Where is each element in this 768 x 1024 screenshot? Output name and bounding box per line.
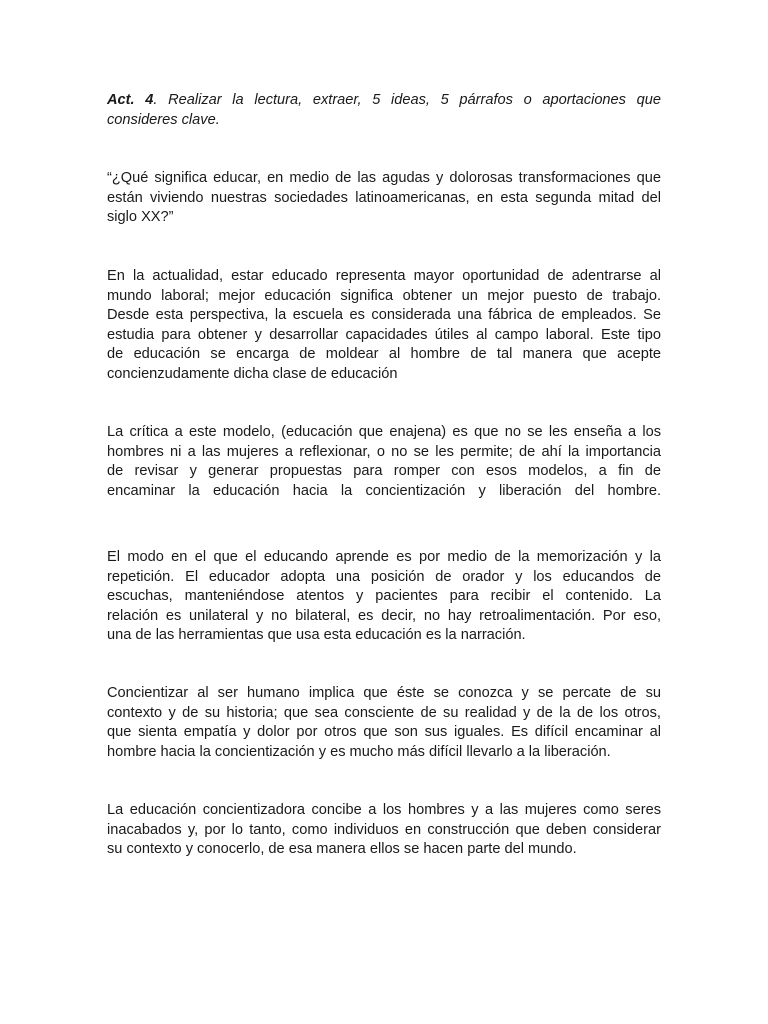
paragraph-5 xyxy=(107,684,661,762)
paragraph-line: hombres ni a las mujeres a reflexionar, o no se les permite; de ahí la importancia xyxy=(107,443,661,460)
paragraph-line: mundo laboral; mejor educación significa obtener un mejor puesto de trabajo. xyxy=(107,287,661,304)
activity-heading xyxy=(107,91,661,130)
paragraph-line: inacabados y, por lo tanto, como individuos en construcción que deben considerar xyxy=(107,821,661,838)
paragraph-6 xyxy=(107,801,661,860)
paragraph-line: estudia para obtener y desarrollar capacidades útiles al campo laboral. Este tipo xyxy=(107,326,661,343)
paragraph-line: relación es unilateral y no bilateral, es decir, no hay retroalimentación. Por eso, xyxy=(107,607,661,624)
paragraph-line: concienzudamente dicha clase de educación xyxy=(107,365,398,382)
activity-heading-line-1 xyxy=(107,91,661,111)
paragraph-line: El modo en el que el educando aprende es por medio de la memorización y la xyxy=(107,549,661,565)
paragraph-line: de revisar y generar propuestas para romper con esos modelos, a fin de xyxy=(107,463,661,479)
activity-label: Act. 4 xyxy=(107,92,154,108)
paragraph-line: encaminar la educación hacia la concientización y liberación del hombre. xyxy=(107,482,661,499)
paragraph-line: Concientizar al ser humano implica que éste se conozca y se percate de su xyxy=(107,685,661,701)
paragraph-line: La crítica a este modelo, (educación que enajena) es que no se les enseña a los xyxy=(107,424,661,440)
paragraph-line: de educación se encarga de moldear al hombre de tal manera que acepte xyxy=(107,346,661,362)
paragraph-line: una de las herramientas que usa esta educación es la narración. xyxy=(107,627,526,643)
paragraph-line: La educación concientizadora concibe a los hombres y a las mujeres como seres xyxy=(107,802,661,818)
paragraph-line: Desde esta perspectiva, la escuela es considerada una fábrica de empleados. Se xyxy=(107,307,661,323)
activity-heading-line-2: consideres clave. xyxy=(107,111,220,128)
paragraph-line: hombre hacia la concientización y es mucho más difícil llevarlo a la liberación. xyxy=(107,743,611,760)
paragraph-line: están viviendo nuestras sociedades latinoamericanas, en esta segunda mitad del xyxy=(107,189,661,206)
paragraph-line: siglo XX?” xyxy=(107,209,174,225)
paragraph-line: repetición. El educador adopta una posición de orador y los educandos de xyxy=(107,568,661,585)
paragraph-1 xyxy=(107,169,661,228)
paragraph-2 xyxy=(107,267,661,384)
paragraph-line: En la actualidad, estar educado representa mayor oportunidad de adentrarse al xyxy=(107,268,661,284)
paragraph-line: que sienta empatía y dolor por otros que son sus iguales. Es difícil encaminar al xyxy=(107,724,661,740)
paragraph-line: escuchas, manteniéndose atentos y pacientes para recibir el contenido. La xyxy=(107,588,661,604)
activity-label-period: . xyxy=(153,92,158,108)
activity-instruction: Realizar la lectura, extraer, 5 ideas, 5 párrafos o aportaciones que xyxy=(157,92,661,108)
paragraph-4 xyxy=(107,548,661,646)
paragraph-line: su contexto y conocerlo, de esa manera ellos se hacen parte del mundo. xyxy=(107,841,577,857)
paragraph-line: “¿Qué significa educar, en medio de las agudas y dolorosas transformaciones que xyxy=(107,170,661,186)
paragraph-line: contexto y de su historia; que sea consciente de su realidad y de la de los otros, xyxy=(107,704,661,721)
paragraph-3 xyxy=(107,423,661,501)
